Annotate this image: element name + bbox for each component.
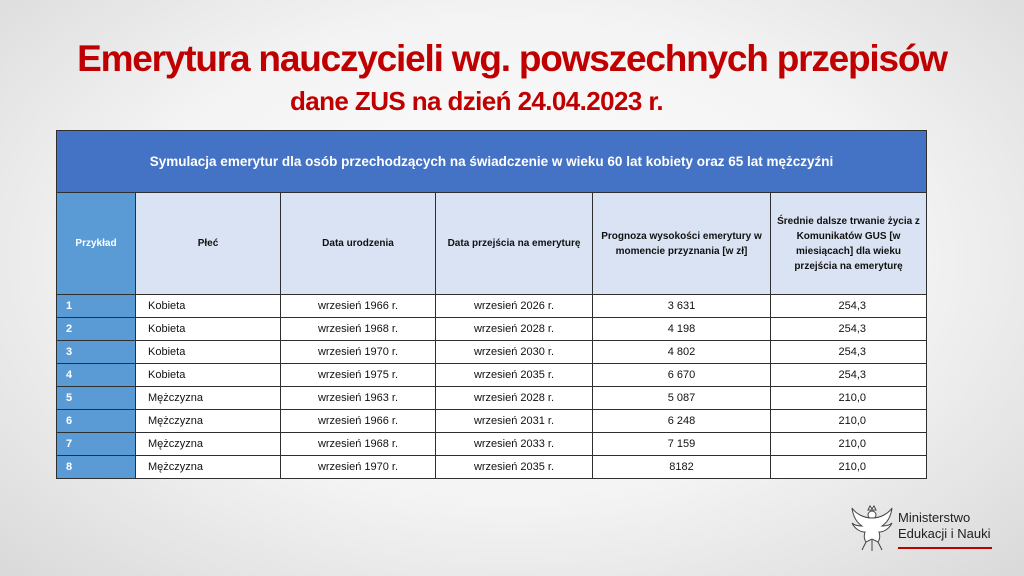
header-life-expectancy: Średnie dalsze trwanie życia z Komunikatów GUS [w miesiącach] dla wieku przejścia na emeryturę xyxy=(771,193,927,295)
cell-life-expectancy: 210,0 xyxy=(771,410,927,433)
cell-sex: Kobieta xyxy=(136,364,281,387)
cell-life-expectancy: 254,3 xyxy=(771,295,927,318)
cell-example-number: 1 xyxy=(57,295,136,318)
table-row xyxy=(57,433,927,456)
cell-sex: Kobieta xyxy=(136,318,281,341)
ministry-logo xyxy=(850,502,1000,554)
logo-underline xyxy=(898,547,992,549)
table-row xyxy=(57,341,927,364)
cell-example-number: 4 xyxy=(57,364,136,387)
cell-retirement-date: wrzesień 2030 r. xyxy=(436,341,593,364)
table-row xyxy=(57,387,927,410)
cell-life-expectancy: 210,0 xyxy=(771,456,927,479)
cell-example-number: 3 xyxy=(57,341,136,364)
cell-birth-date: wrzesień 1963 r. xyxy=(281,387,436,410)
table-row xyxy=(57,410,927,433)
cell-example-number: 7 xyxy=(57,433,136,456)
cell-sex: Mężczyzna xyxy=(136,433,281,456)
cell-pension-forecast: 8182 xyxy=(593,456,771,479)
pension-table xyxy=(56,130,927,479)
cell-example-number: 8 xyxy=(57,456,136,479)
table-row xyxy=(57,456,927,479)
eagle-emblem-icon xyxy=(850,504,894,554)
table-row xyxy=(57,364,927,387)
header-retirement-date: Data przejścia na emeryturę xyxy=(436,193,593,295)
logo-line-1: Ministerstwo xyxy=(898,510,971,525)
cell-retirement-date: wrzesień 2028 r. xyxy=(436,387,593,410)
cell-pension-forecast: 6 670 xyxy=(593,364,771,387)
header-pension-forecast: Prognoza wysokości emerytury w momencie przyznania [w zł] xyxy=(593,193,771,295)
cell-life-expectancy: 254,3 xyxy=(771,341,927,364)
table-row xyxy=(57,318,927,341)
cell-birth-date: wrzesień 1968 r. xyxy=(281,318,436,341)
cell-birth-date: wrzesień 1966 r. xyxy=(281,410,436,433)
cell-pension-forecast: 5 087 xyxy=(593,387,771,410)
table-body xyxy=(57,295,927,479)
table-banner-row xyxy=(57,131,927,193)
table-banner: Symulacja emerytur dla osób przechodzących na świadczenie w wieku 60 lat kobiety oraz 65 lat mężczyźni xyxy=(57,131,927,193)
cell-sex: Kobieta xyxy=(136,295,281,318)
cell-pension-forecast: 6 248 xyxy=(593,410,771,433)
cell-life-expectancy: 254,3 xyxy=(771,364,927,387)
cell-birth-date: wrzesień 1970 r. xyxy=(281,341,436,364)
cell-life-expectancy: 210,0 xyxy=(771,433,927,456)
cell-sex: Mężczyzna xyxy=(136,410,281,433)
page-subtitle: dane ZUS na dzień 24.04.2023 r. xyxy=(290,86,664,116)
cell-retirement-date: wrzesień 2031 r. xyxy=(436,410,593,433)
cell-retirement-date: wrzesień 2028 r. xyxy=(436,318,593,341)
cell-birth-date: wrzesień 1966 r. xyxy=(281,295,436,318)
cell-retirement-date: wrzesień 2033 r. xyxy=(436,433,593,456)
cell-life-expectancy: 254,3 xyxy=(771,318,927,341)
cell-retirement-date: wrzesień 2026 r. xyxy=(436,295,593,318)
cell-birth-date: wrzesień 1970 r. xyxy=(281,456,436,479)
cell-birth-date: wrzesień 1975 r. xyxy=(281,364,436,387)
cell-example-number: 5 xyxy=(57,387,136,410)
table-row xyxy=(57,295,927,318)
logo-line-2: Edukacji i Nauki xyxy=(898,526,991,541)
cell-life-expectancy: 210,0 xyxy=(771,387,927,410)
cell-pension-forecast: 7 159 xyxy=(593,433,771,456)
cell-sex: Mężczyzna xyxy=(136,387,281,410)
cell-retirement-date: wrzesień 2035 r. xyxy=(436,456,593,479)
cell-birth-date: wrzesień 1968 r. xyxy=(281,433,436,456)
header-sex: Płeć xyxy=(136,193,281,295)
table-header-row xyxy=(57,193,927,295)
cell-pension-forecast: 4 198 xyxy=(593,318,771,341)
cell-sex: Mężczyzna xyxy=(136,456,281,479)
cell-example-number: 6 xyxy=(57,410,136,433)
cell-retirement-date: wrzesień 2035 r. xyxy=(436,364,593,387)
cell-sex: Kobieta xyxy=(136,341,281,364)
header-birth-date: Data urodzenia xyxy=(281,193,436,295)
cell-example-number: 2 xyxy=(57,318,136,341)
header-example: Przykład xyxy=(57,193,136,295)
cell-pension-forecast: 3 631 xyxy=(593,295,771,318)
page-title: Emerytura nauczycieli wg. powszechnych przepisów xyxy=(77,38,947,79)
cell-pension-forecast: 4 802 xyxy=(593,341,771,364)
